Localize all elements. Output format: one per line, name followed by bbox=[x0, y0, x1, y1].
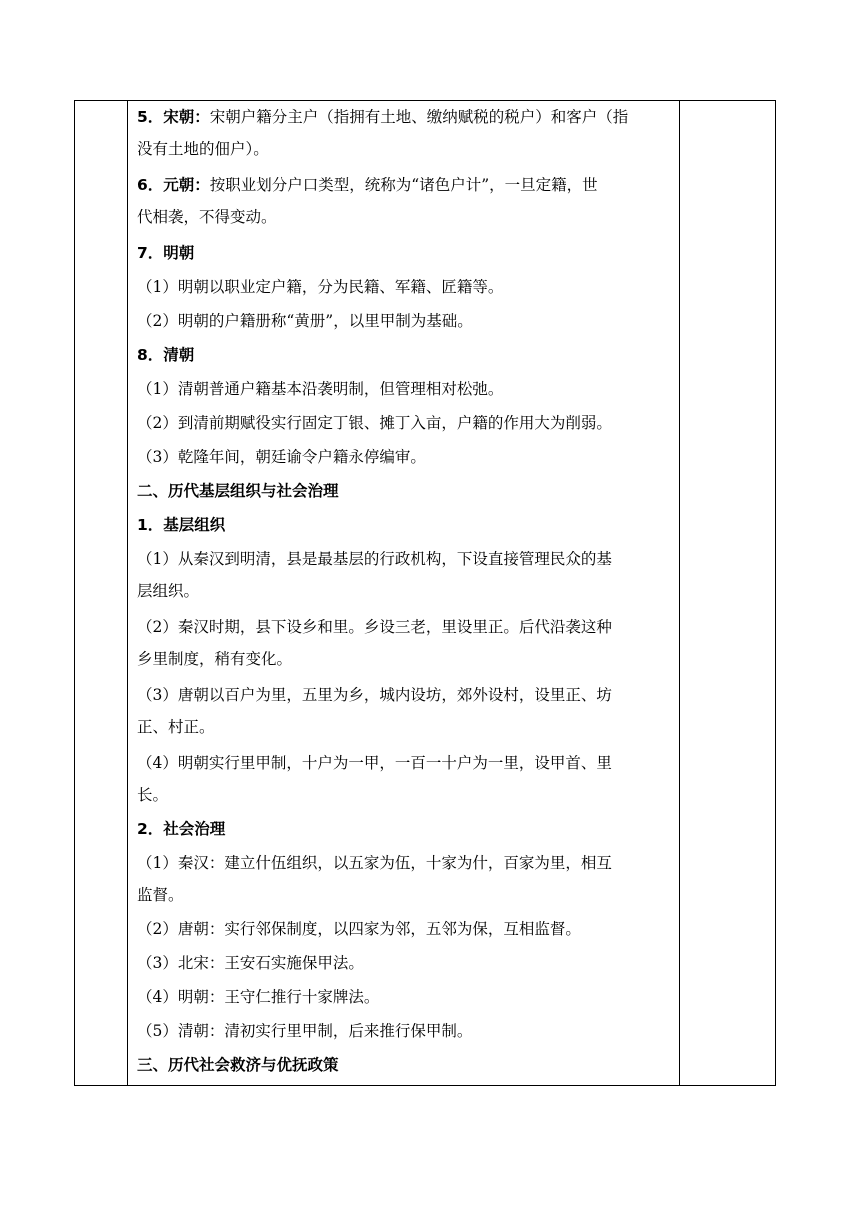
text-line: （1）明朝以职业定户籍，分为民籍、军籍、匠籍等。 bbox=[137, 278, 504, 296]
table-column-divider-left bbox=[127, 101, 128, 1085]
text-line: （2）唐朝：实行邻保制度，以四家为邻，五邻为保，互相监督。 bbox=[137, 920, 581, 938]
text-rest: 宋朝户籍分主户（指拥有土地、缴纳赋税的税户）和客户（指 bbox=[209, 108, 629, 126]
text-lead: 6．元朝： bbox=[137, 176, 210, 194]
text-line: （1）清朝普通户籍基本沿袭明制，但管理相对松弛。 bbox=[137, 380, 504, 398]
text-line: 代相袭，不得变动。 bbox=[137, 208, 277, 226]
section-heading: 2．社会治理 bbox=[137, 820, 226, 838]
text-line: （2）明朝的户籍册称“黄册”，以里甲制为基础。 bbox=[137, 312, 473, 330]
content-table bbox=[74, 100, 776, 1086]
section-heading: 8．清朝 bbox=[137, 346, 195, 364]
chapter-heading: 三、历代社会救济与优抚政策 bbox=[137, 1056, 339, 1074]
text-line: （3）乾隆年间，朝廷谕令户籍永停编审。 bbox=[137, 448, 426, 466]
text-line: （1）秦汉：建立什伍组织，以五家为伍，十家为什，百家为里，相互 bbox=[137, 854, 612, 872]
table-column-divider-right bbox=[679, 101, 680, 1085]
text-line: （3）北宋：王安石实施保甲法。 bbox=[137, 954, 364, 972]
text-line: （3）唐朝以百户为里，五里为乡，城内设坊，郊外设村，设里正、坊 bbox=[137, 686, 612, 704]
text-line: 长。 bbox=[137, 786, 169, 804]
text-line: （4）明朝实行里甲制，十户为一甲，一百一十户为一里，设甲首、里 bbox=[137, 754, 612, 772]
text-lead: 5．宋朝： bbox=[137, 108, 210, 126]
text-line: 乡里制度，稍有变化。 bbox=[137, 650, 293, 668]
text-line: 监督。 bbox=[137, 886, 184, 904]
text-line: 没有土地的佃户）。 bbox=[137, 140, 269, 158]
text-line: （4）明朝：王守仁推行十家牌法。 bbox=[137, 988, 380, 1006]
text-rest: 按职业划分户口类型，统称为“诸色户计”，一旦定籍，世 bbox=[209, 176, 598, 194]
text-line bbox=[137, 107, 628, 127]
chapter-heading: 二、历代基层组织与社会治理 bbox=[137, 482, 339, 500]
text-line: （2）到清前期赋役实行固定丁银、摊丁入亩，户籍的作用大为削弱。 bbox=[137, 414, 612, 432]
text-line: （1）从秦汉到明清，县是最基层的行政机构，下设直接管理民众的基 bbox=[137, 550, 612, 568]
text-line bbox=[137, 175, 598, 195]
text-line: 层组织。 bbox=[137, 582, 200, 600]
section-heading: 1．基层组织 bbox=[137, 516, 226, 534]
text-line: 正、村正。 bbox=[137, 718, 215, 736]
text-line: （2）秦汉时期，县下设乡和里。乡设三老，里设里正。后代沿袭这种 bbox=[137, 618, 612, 636]
text-line: （5）清朝：清初实行里甲制，后来推行保甲制。 bbox=[137, 1022, 473, 1040]
section-heading: 7．明朝 bbox=[137, 244, 195, 262]
